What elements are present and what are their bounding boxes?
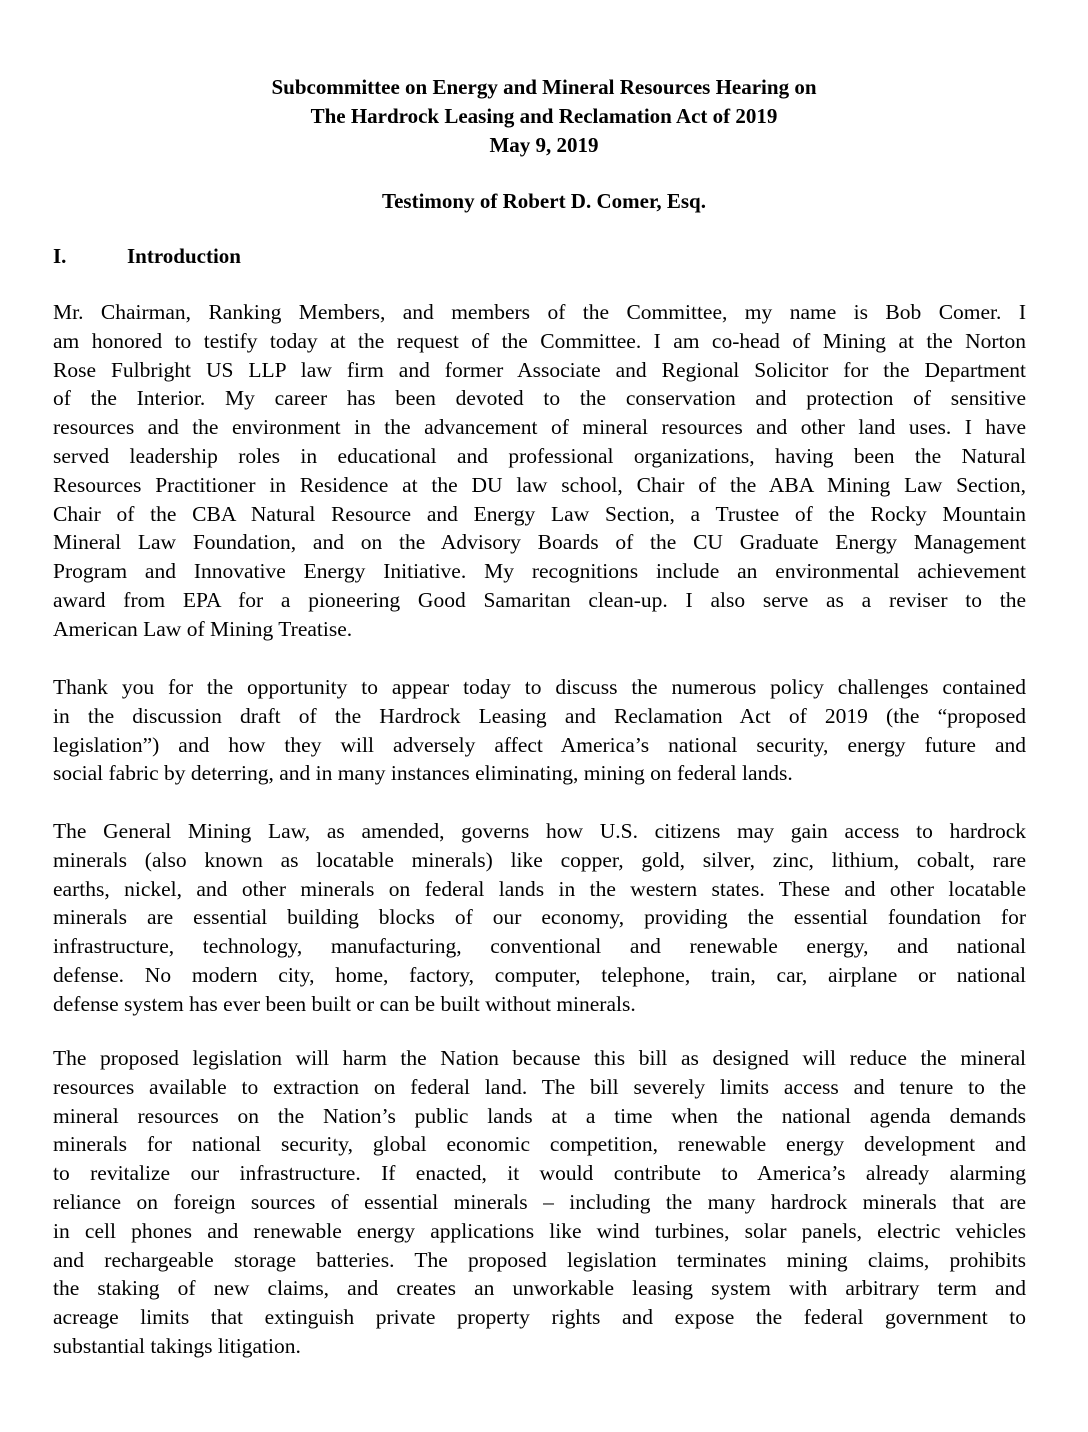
paragraph-line: acreage limits that extinguish private property rights and expose the federal government to: [53, 1305, 1026, 1330]
paragraph-line: to revitalize our infrastructure. If enacted, it would contribute to America’s already alarming: [53, 1161, 1026, 1186]
paragraph-general-mining-law: [53, 817, 1026, 1019]
paragraph-line: the staking of new claims, and creates an unworkable leasing system with arbitrary term and: [53, 1276, 1026, 1301]
section-title: Introduction: [127, 244, 241, 268]
paragraph-introduction: [53, 298, 1026, 644]
paragraph-line: The General Mining Law, as amended, governs how U.S. citizens may gain access to hardrock: [53, 819, 1026, 843]
paragraph-thanks: [53, 673, 1026, 788]
paragraph-line: Mr. Chairman, Ranking Members, and members of the Committee, my name is Bob Comer. I: [53, 300, 1026, 324]
hearing-date: May 9, 2019: [489, 133, 599, 157]
testimony-title: Testimony of Robert D. Comer, Esq.: [382, 189, 706, 213]
paragraph-line: and rechargeable storage batteries. The proposed legislation terminates mining claims, prohibits: [53, 1247, 1026, 1272]
paragraph-line: resources available to extraction on federal land. The bill severely limits access and tenure to the: [53, 1074, 1026, 1099]
paragraph-line: Thank you for the opportunity to appear today to discuss the numerous policy challenges contained: [53, 675, 1026, 699]
paragraph-line: minerals are essential building blocks of our economy, providing the essential foundation for: [53, 905, 1026, 930]
act-title: The Hardrock Leasing and Reclamation Act of 2019: [310, 104, 778, 128]
paragraph-proposed-legislation: [53, 1044, 1026, 1361]
paragraph-line: mineral resources on the Nation’s public lands at a time when the national agenda demands: [53, 1103, 1026, 1128]
paragraph-line: American Law of Mining Treatise.: [53, 616, 353, 641]
paragraph-line: served leadership roles in educational and professional organizations, having been the Natural: [53, 443, 1026, 468]
paragraph-line: minerals (also known as locatable minerals) like copper, gold, silver, zinc, lithium, cobalt, rare: [53, 847, 1026, 872]
paragraph-line: reliance on foreign sources of essential minerals – including the many hardrock minerals that are: [53, 1189, 1026, 1214]
paragraph-line: substantial takings litigation.: [53, 1333, 301, 1358]
paragraph-line: of the Interior. My career has been devoted to the conservation and protection of sensitive: [53, 386, 1026, 411]
testimony-heading: [0, 187, 1088, 216]
paragraph-line: Mineral Law Foundation, and on the Advisory Boards of the CU Graduate Energy Management: [53, 530, 1026, 555]
paragraph-line: Resources Practitioner in Residence at the DU law school, Chair of the ABA Mining Law Section,: [53, 472, 1026, 497]
section-heading: [53, 242, 241, 271]
paragraph-line: Rose Fulbright US LLP law firm and former Associate and Regional Solicitor for the Department: [53, 357, 1026, 382]
paragraph-line: Program and Innovative Energy Initiative. My recognitions include an environmental achievement: [53, 559, 1026, 584]
paragraph-line: defense system has ever been built or can be built without minerals.: [53, 991, 636, 1016]
paragraph-line: defense. No modern city, home, factory, computer, telephone, train, car, airplane or national: [53, 962, 1026, 987]
paragraph-line: infrastructure, technology, manufacturing, conventional and renewable energy, and national: [53, 934, 1026, 959]
paragraph-line: minerals for national security, global economic competition, renewable energy development and: [53, 1132, 1026, 1157]
paragraph-line: in cell phones and renewable energy applications like wind turbines, solar panels, electric vehicles: [53, 1218, 1026, 1243]
paragraph-line: Chair of the CBA Natural Resource and Energy Law Section, a Trustee of the Rocky Mountain: [53, 501, 1026, 526]
paragraph-line: am honored to testify today at the request of the Committee. I am co-head of Mining at the Norton: [53, 328, 1026, 353]
hearing-title: Subcommittee on Energy and Mineral Resources Hearing on: [271, 75, 817, 99]
paragraph-line: earths, nickel, and other minerals on federal lands in the western states. These and other locatable: [53, 876, 1026, 901]
paragraph-line: social fabric by deterring, and in many instances eliminating, mining on federal lands.: [53, 761, 793, 786]
paragraph-line: resources and the environment in the advancement of mineral resources and other land uses. I have: [53, 415, 1026, 440]
paragraph-line: award from EPA for a pioneering Good Samaritan clean-up. I also serve as a reviser to the: [53, 587, 1026, 612]
document-header: [0, 73, 1088, 160]
paragraph-line: The proposed legislation will harm the Nation because this bill as designed will reduce the mineral: [53, 1046, 1026, 1070]
paragraph-line: in the discussion draft of the Hardrock Leasing and Reclamation Act of 2019 (the “proposed: [53, 703, 1026, 728]
section-number: I.: [53, 244, 67, 268]
paragraph-line: legislation”) and how they will adversely affect America’s national security, energy future and: [53, 732, 1026, 757]
